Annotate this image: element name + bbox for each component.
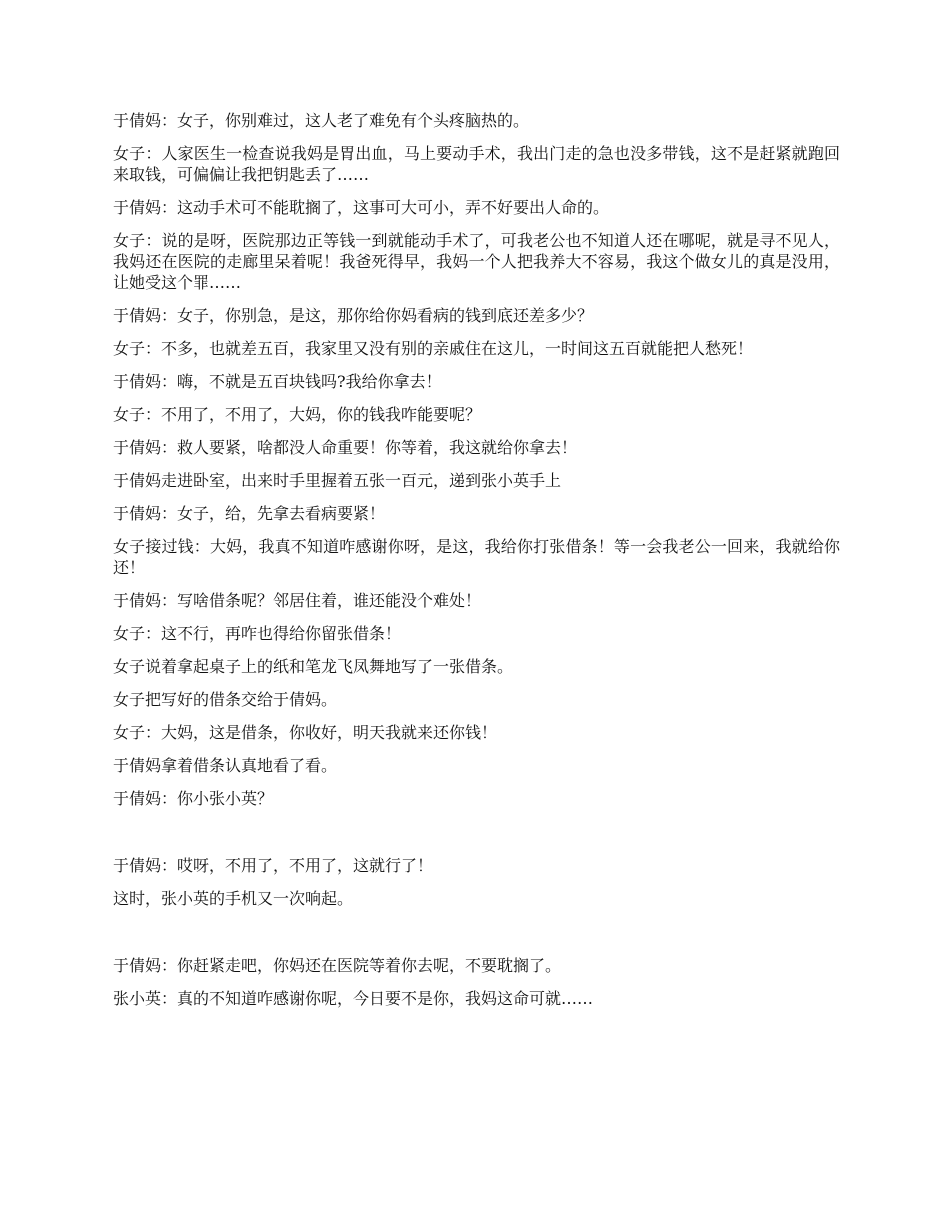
blank-gap bbox=[113, 921, 840, 955]
paragraph: 于倩妈：女子，给，先拿去看病要紧！ bbox=[113, 504, 386, 523]
blank-gap bbox=[113, 821, 840, 855]
paragraph: 女子：不用了，不用了，大妈，你的钱我咋能要呢？ bbox=[113, 405, 482, 424]
paragraph: 于倩妈：嗨，不就是五百块钱吗?我给你拿去！ bbox=[113, 372, 442, 391]
paragraph: 于倩妈：救人要紧，啥都没人命重要！你等着，我这就给你拿去！ bbox=[113, 438, 578, 457]
paragraph: 张小英：真的不知道咋感谢你呢，今日要不是你，我妈这命可就…… bbox=[113, 989, 594, 1008]
paragraph: 女子：人家医生一检查说我妈是胃出血，马上要动手术，我出门走的急也没多带钱，这不是赶紧就跑回来取钱，可偏偏让我把钥匙丢了…… bbox=[113, 144, 840, 184]
paragraph: 于倩妈拿着借条认真地看了看。 bbox=[113, 756, 338, 775]
paragraph: 于倩妈：你小张小英？ bbox=[113, 789, 274, 808]
paragraph: 于倩妈：哎呀，不用了，不用了，这就行了！ bbox=[113, 856, 434, 875]
paragraph: 于倩妈：写啥借条呢？邻居住着，谁还能没个难处！ bbox=[113, 591, 482, 610]
paragraph: 女子：不多，也就差五百，我家里又没有别的亲戚住在这儿，一时间这五百就能把人愁死！ bbox=[113, 339, 754, 358]
paragraph: 于倩妈：你赶紧走吧，你妈还在医院等着你去呢，不要耽搁了。 bbox=[113, 956, 562, 975]
document-body bbox=[113, 110, 840, 1021]
paragraph: 女子：说的是呀，医院那边正等钱一到就能动手术了，可我老公也不知道人还在哪呢，就是寻不见人，我妈还在医院的走廊里呆着呢！我爸死得早，我妈一个人把我养大不容易，我这个做女儿的真是没用，让她受这个罪…… bbox=[113, 231, 840, 292]
paragraph: 女子：大妈，这是借条，你收好，明天我就来还你钱！ bbox=[113, 723, 498, 742]
paragraph: 女子说着拿起桌子上的纸和笔龙飞凤舞地写了一张借条。 bbox=[113, 657, 514, 676]
paragraph: 这时，张小英的手机又一次响起。 bbox=[113, 889, 354, 908]
paragraph: 于倩妈：这动手术可不能耽搁了，这事可大可小，弄不好要出人命的。 bbox=[113, 198, 610, 217]
paragraph: 于倩妈：女子，你别急，是这，那你给你妈看病的钱到底还差多少？ bbox=[113, 306, 594, 325]
paragraph: 女子把写好的借条交给于倩妈。 bbox=[113, 690, 338, 709]
paragraph: 于倩妈走进卧室，出来时手里握着五张一百元，递到张小英手上 bbox=[113, 471, 562, 490]
paragraph: 女子接过钱：大妈，我真不知道咋感谢你呀，是这，我给你打张借条！等一会我老公一回来，我就给你还！ bbox=[113, 537, 840, 577]
paragraph: 于倩妈：女子，你别难过，这人老了难免有个头疼脑热的。 bbox=[113, 111, 530, 130]
paragraph: 女子：这不行，再咋也得给你留张借条！ bbox=[113, 624, 402, 643]
